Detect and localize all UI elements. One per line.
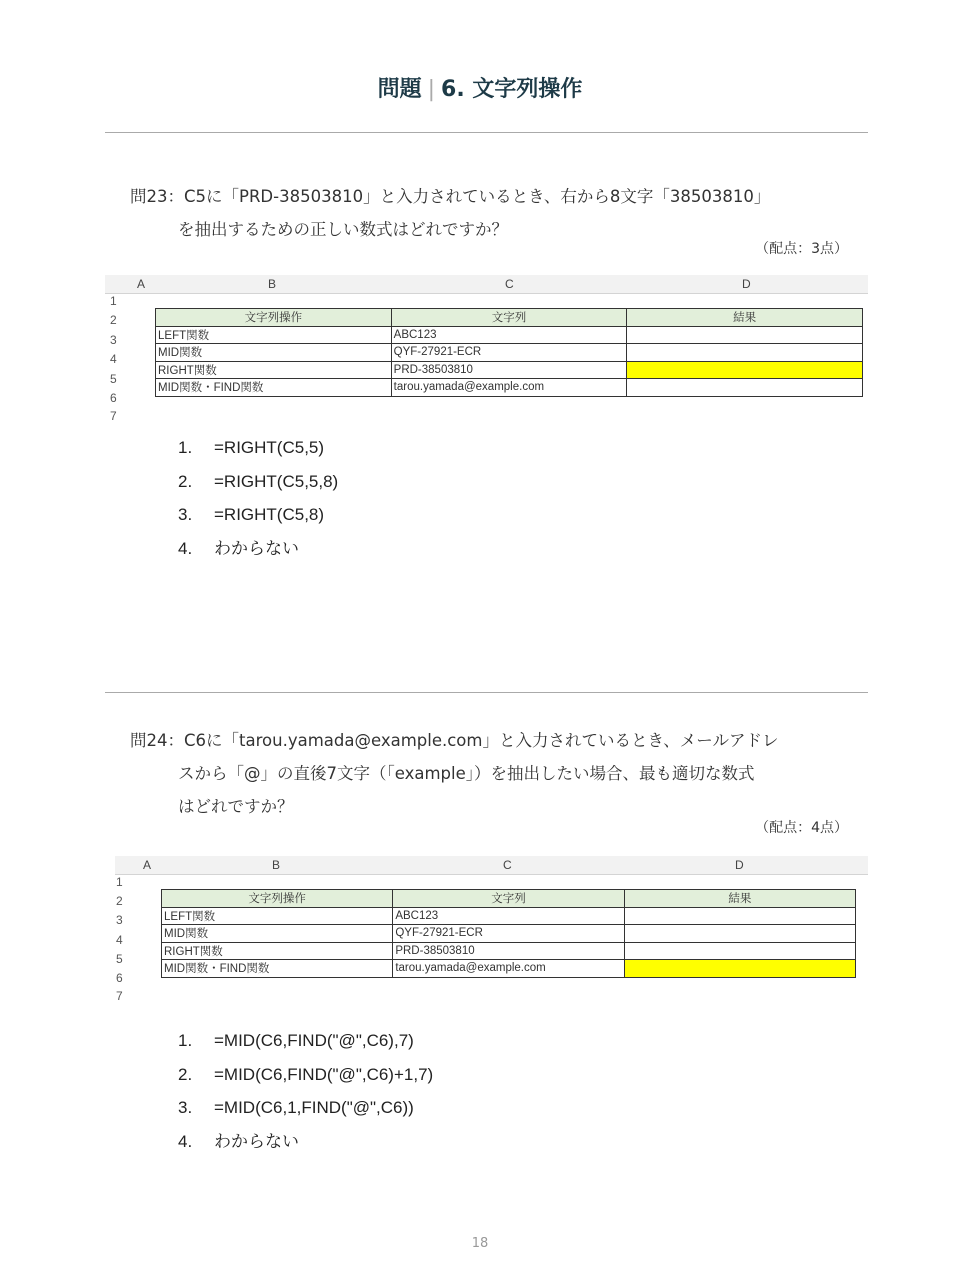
option[interactable]: 4. わからない — [178, 1131, 299, 1151]
column-letter: D — [742, 277, 751, 291]
table-cell: PRD-38503810 — [391, 361, 627, 379]
column-header-bar — [105, 275, 868, 294]
table-cell — [624, 907, 855, 925]
table-cell — [624, 942, 855, 960]
table-cell — [627, 326, 863, 344]
row-number: 4 — [110, 352, 117, 366]
table-cell — [624, 960, 855, 978]
table-row — [156, 344, 863, 362]
header-cell: 文字列 — [393, 890, 624, 908]
row-number: 5 — [110, 372, 117, 386]
option[interactable]: 3. =RIGHT(C5,8) — [178, 505, 325, 524]
option[interactable]: 1. =MID(C6,FIND("@",C6),7) — [178, 1031, 414, 1050]
option[interactable]: 4. わからない — [178, 538, 299, 558]
table-header-row — [156, 309, 863, 327]
table-cell: LEFT関数 — [156, 326, 392, 344]
divider — [105, 132, 868, 133]
row-number: 6 — [116, 971, 123, 985]
row-number: 7 — [110, 409, 117, 423]
column-letter: A — [137, 277, 146, 291]
column-letter: B — [268, 277, 277, 291]
question-23: 問23：C5に「PRD-38503810」と入力されているとき、右から8文字「38503810」 を抽出するための正しい数式はどれですか？ — [130, 187, 771, 239]
option[interactable]: 3. =MID(C6,1,FIND("@",C6)) — [178, 1098, 414, 1117]
row-number: 2 — [110, 313, 117, 327]
row-number: 5 — [116, 952, 123, 966]
table-cell: QYF-27921-ECR — [391, 344, 627, 362]
table-row — [156, 326, 863, 344]
spreadsheet-image — [105, 275, 868, 423]
row-number: 3 — [116, 913, 123, 927]
row-number: 7 — [116, 989, 123, 1003]
table-cell: tarou.yamada@example.com — [391, 379, 627, 397]
row-number: 6 — [110, 391, 117, 405]
options-23 — [178, 431, 338, 565]
table-row — [162, 942, 856, 960]
row-number: 1 — [116, 875, 123, 889]
column-letter: B — [272, 858, 281, 872]
page-number: 18 — [471, 1236, 489, 1251]
page-title: 問題 | 6. 文字列操作 — [377, 77, 583, 102]
table-row — [162, 907, 856, 925]
header-cell: 文字列操作 — [156, 309, 392, 327]
question-24: 問24：C6に「tarou.yamada@example.com」と入力されているとき、メールアドレ スから「@」の直後7文字（「example」）を抽出したい場合、最も適切な数式 はどれですか？ — [130, 731, 779, 816]
table-cell — [627, 344, 863, 362]
table-cell: QYF-27921-ECR — [393, 925, 624, 943]
column-header-bar — [115, 856, 868, 875]
table-cell: tarou.yamada@example.com — [393, 960, 624, 978]
table-cell — [627, 361, 863, 379]
table-cell: ABC123 — [393, 907, 624, 925]
header-cell: 結果 — [624, 890, 855, 908]
table-cell: ABC123 — [391, 326, 627, 344]
table-cell: MID関数・FIND関数 — [156, 379, 392, 397]
column-letter: A — [143, 858, 152, 872]
table-cell: PRD-38503810 — [393, 942, 624, 960]
row-number: 4 — [116, 933, 123, 947]
table-row — [162, 925, 856, 943]
column-letter: C — [505, 277, 514, 291]
table-row — [156, 379, 863, 397]
table-header-row — [162, 890, 856, 908]
table-cell — [624, 925, 855, 943]
option[interactable]: 2. =MID(C6,FIND("@",C6)+1,7) — [178, 1064, 434, 1084]
divider — [105, 692, 868, 693]
table-cell: MID関数・FIND関数 — [162, 960, 393, 978]
header-cell: 結果 — [627, 309, 863, 327]
table-cell: RIGHT関数 — [162, 942, 393, 960]
row-number: 2 — [116, 894, 123, 908]
row-number: 3 — [110, 333, 117, 347]
options-24 — [178, 1024, 433, 1158]
score-label: （配点：3点） — [755, 241, 848, 257]
header-cell: 文字列操作 — [162, 890, 393, 908]
table-cell: RIGHT関数 — [156, 361, 392, 379]
option[interactable]: 1. =RIGHT(C5,5) — [178, 438, 325, 457]
row-number: 1 — [110, 294, 117, 308]
table-row — [162, 960, 856, 978]
spreadsheet-image — [115, 856, 868, 1001]
table-cell: LEFT関数 — [162, 907, 393, 925]
table-cell — [627, 379, 863, 397]
data-table — [161, 889, 856, 978]
data-table — [155, 308, 863, 397]
option[interactable]: 2. =RIGHT(C5,5,8) — [178, 471, 339, 491]
table-cell: MID関数 — [162, 925, 393, 943]
table-cell: MID関数 — [156, 344, 392, 362]
header-cell: 文字列 — [391, 309, 627, 327]
column-letter: D — [735, 858, 744, 872]
table-row — [156, 361, 863, 379]
score-label: （配点：4点） — [755, 820, 848, 836]
column-letter: C — [503, 858, 512, 872]
